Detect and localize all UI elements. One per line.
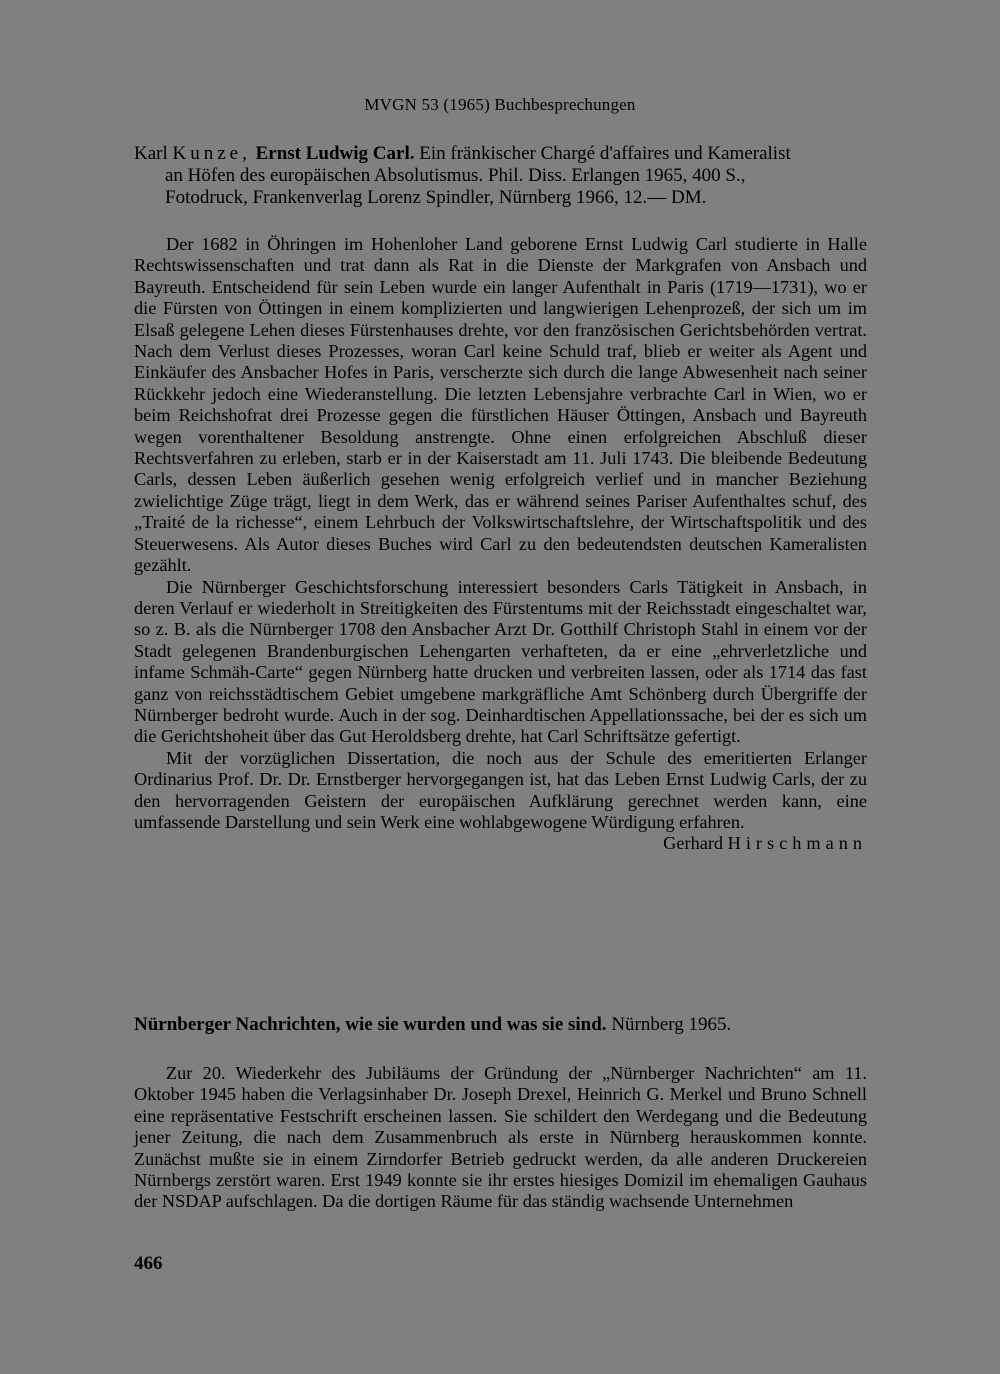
reviewer-signature — [134, 833, 867, 854]
running-header: MVGN 53 (1965) Buchbesprechungen — [364, 95, 636, 114]
citation-line-1 — [134, 143, 867, 165]
review2-paragraph-1: Zur 20. Wiederkehr des Jubiläums der Gründung der „Nürnberger Nachrichten“ am 11. Oktober 1945 haben die Verlagsinhaber Dr. Joseph Drexel, Heinrich G. Merkel und Bruno Schnell eine repräsentative Festschrift erscheinen lassen. Sie schildert den Werdegang und die Bedeutung jener Zeitung, die nach dem Zusammenbruch als erste in Nürnberg herauskommen konnte. Zunächst mußte sie in einem Zirndorfer Betrieb gedruckt werden, da alle anderen Druckereien Nürnbergs zerstört waren. Erst 1949 konnte sie ihr erstes hiesiges Domizil im ehemaligen Gauhaus der NSDAP aufschlagen. Da die dortigen Räume für das ständig wachsende Unternehmen — [134, 1063, 867, 1212]
page-number: 466 — [134, 1253, 163, 1274]
review2-body — [134, 1063, 867, 1213]
review1-paragraph-1: Der 1682 in Öhringen im Hohenloher Land geborene Ernst Ludwig Carl studierte in Halle Rechtswissenschaften und trat dann als Rat in die Dienste der Markgrafen von Ansbach und Bayreuth. Entscheidend für sein Leben wurde ein langer Aufenthalt in Paris (1719—1731), wo er die Fürsten von Öttingen in einem komplizierten und langwierigen Lehenprozeß, der sich um im Elsaß gelegene Lehen dieses Fürstenhauses drehte, vor den französischen Gerichtsbehörden vertrat. Nach dem Verlust dieses Prozesses, woran Carl keine Schuld traf, blieb er weiter als Agent und Einkäufer des Ansbacher Hofes in Paris, verscherzte sich durch die lange Abwesenheit nach seiner Rückkehr jedoch eine Wiederanstellung. Die letzten Lebensjahre verbrachte Carl in Wien, wo er beim Reichshofrat drei Prozesse gegen die fürstlichen Häuser Öttingen, Ansbach und Bayreuth wegen vorenthaltener Besoldung anstrengte. Ohne einen erfolgreichen Abschluß dieser Rechtsverfahren zu erleben, starb er in der Kaiserstadt am 11. Juli 1743. Die bleibende Bedeutung Carls, dessen Leben äußerlich gesehen wenig erfolgreich verlief und in mancher Beziehung zwielichtige Züge trägt, liegt in dem Werk, das er während seines Pariser Aufenthaltes schuf, des „Traité de la richesse“, einem Lehrbuch der Volkswirtschaftslehre, der Wirtschaftspolitik und des Steuerwesens. Als Autor dieses Buches wird Carl zu den bedeutendsten deutschen Kameralisten gezählt. — [134, 234, 867, 576]
citation-line-2: an Höfen des europäischen Absolutismus. Phil. Diss. Erlangen 1965, 400 S., — [165, 165, 746, 186]
reviewer-last-name: Hirschmann — [727, 833, 867, 854]
review1-paragraph-2: Die Nürnberger Geschichtsforschung interessiert besonders Carls Tätigkeit in Ansbach, in deren Verlauf er wiederholt in Streitigkeiten des Fürstentums mit der Reichsstadt eingeschaltet war, so z. B. als die Nürnberger 1708 den Ansbacher Arzt Dr. Gotthilf Christoph Stahl in einem vor der Stadt gelegenen Brandenburgischen Lehengarten verhafteten, da er eine „ehrverletzliche und infame Schmäh-Carte“ gegen Nürnberg hatte drucken und verbreiten lassen, oder als 1714 das fast ganz von reichsstädtischem Gebiet umgebene markgräfliche Amt Schönberg durch Übergriffe der Nürnberger bedroht wurde. Auch in der sog. Deinhardtischen Appellationssache, bei der es sich um die Gerichtshoheit über das Gut Heroldsberg drehte, hat Carl Schriftsätze gefertigt. — [134, 576, 867, 747]
review2-citation — [134, 1014, 867, 1036]
review2-place-year: Nürnberg 1965. — [611, 1014, 732, 1035]
author-first-name: Karl — [134, 143, 168, 164]
review1-citation — [134, 143, 867, 209]
reviewer-first-name: Gerhard — [663, 833, 724, 854]
review2-title: Nürnberger Nachrichten, wie sie wurden und was sie sind. — [134, 1014, 607, 1035]
citation-subtitle: Ein fränkischer Chargé d'affaires und Kameralist — [419, 143, 791, 164]
review1-paragraph-3: Mit der vorzüglichen Dissertation, die noch aus der Schule des emeritierten Erlanger Ordinarius Prof. Dr. Dr. Ernstberger hervorgegangen ist, hat das Leben Ernst Ludwig Carls, der zu den hervorragenden Geistern der europäischen Aufklärung gerechnet werden kann, eine umfassende Darstellung und sein Werk eine wohlabgewogene Würdigung erfahren. — [134, 747, 867, 832]
book-title: Ernst Ludwig Carl. — [255, 143, 415, 164]
review1-body — [134, 234, 867, 855]
citation-line-3: Fotodruck, Frankenverlag Lorenz Spindler, Nürnberg 1966, 12.— DM. — [165, 187, 707, 208]
author-last-name: Kunze, — [172, 143, 251, 164]
